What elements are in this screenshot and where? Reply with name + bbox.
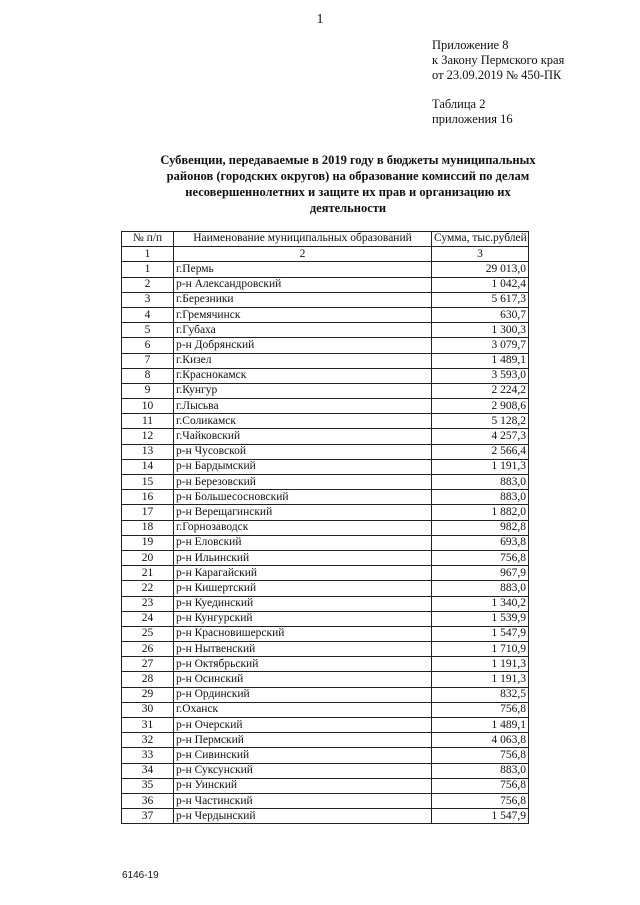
appendix-line-1: Приложение 8 bbox=[432, 38, 509, 52]
subsidy-amount: 1 547,9 bbox=[432, 809, 529, 824]
subsidy-amount: 3 593,0 bbox=[432, 368, 529, 383]
row-number: 24 bbox=[122, 611, 174, 626]
subsidy-amount: 756,8 bbox=[432, 702, 529, 717]
table-ref-line-2: приложения 16 bbox=[432, 112, 513, 126]
subsidy-amount: 1 300,3 bbox=[432, 323, 529, 338]
municipality-name: г.Березники bbox=[174, 292, 432, 307]
municipality-name: р-н Березовский bbox=[174, 475, 432, 490]
table-row bbox=[122, 429, 529, 444]
table-row bbox=[122, 748, 529, 763]
column-index-1: 1 bbox=[122, 247, 174, 262]
municipality-name: р-н Чердынский bbox=[174, 809, 432, 824]
row-number: 33 bbox=[122, 748, 174, 763]
subsidy-table bbox=[121, 231, 529, 824]
municipality-name: р-н Ильинский bbox=[174, 550, 432, 565]
table-row bbox=[122, 262, 529, 277]
table-ref-line-1: Таблица 2 bbox=[432, 97, 486, 111]
row-number: 3 bbox=[122, 292, 174, 307]
table-row bbox=[122, 657, 529, 672]
table-row bbox=[122, 626, 529, 641]
table-row bbox=[122, 550, 529, 565]
row-number: 28 bbox=[122, 672, 174, 687]
document-title: Субвенции, передаваемые в 2019 году в бюджеты муниципальных районов (городских округов) на образование комиссий по делам несовершеннолетних и защите их прав и организацию их деятельности bbox=[160, 153, 536, 215]
municipality-name: р-н Ординский bbox=[174, 687, 432, 702]
subsidy-amount: 1 191,3 bbox=[432, 459, 529, 474]
subsidy-amount: 756,8 bbox=[432, 550, 529, 565]
municipality-name: р-н Нытвенский bbox=[174, 642, 432, 657]
municipality-name: р-н Суксунский bbox=[174, 763, 432, 778]
municipality-name: г.Чайковский bbox=[174, 429, 432, 444]
municipality-name: р-н Куединский bbox=[174, 596, 432, 611]
table-row bbox=[122, 596, 529, 611]
appendix-line-3: от 23.09.2019 № 450-ПК bbox=[432, 68, 562, 82]
subsidy-amount: 29 013,0 bbox=[432, 262, 529, 277]
table-row bbox=[122, 733, 529, 748]
table-row bbox=[122, 793, 529, 808]
municipality-name: р-н Еловский bbox=[174, 535, 432, 550]
subsidy-amount: 693,8 bbox=[432, 535, 529, 550]
table-row bbox=[122, 566, 529, 581]
row-number: 15 bbox=[122, 475, 174, 490]
row-number: 16 bbox=[122, 490, 174, 505]
row-number: 36 bbox=[122, 793, 174, 808]
row-number: 29 bbox=[122, 687, 174, 702]
municipality-name: р-н Чусовской bbox=[174, 444, 432, 459]
municipality-name: р-н Октябрьский bbox=[174, 657, 432, 672]
subsidy-amount: 630,7 bbox=[432, 307, 529, 322]
municipality-name: р-н Карагайский bbox=[174, 566, 432, 581]
table-row bbox=[122, 611, 529, 626]
row-number: 2 bbox=[122, 277, 174, 292]
table-row bbox=[122, 459, 529, 474]
municipality-name: г.Краснокамск bbox=[174, 368, 432, 383]
appendix-line-2: к Закону Пермского края bbox=[432, 53, 565, 67]
table-row bbox=[122, 809, 529, 824]
row-number: 37 bbox=[122, 809, 174, 824]
row-number: 14 bbox=[122, 459, 174, 474]
subsidy-amount: 2 224,2 bbox=[432, 383, 529, 398]
row-number: 13 bbox=[122, 444, 174, 459]
row-number: 30 bbox=[122, 702, 174, 717]
table-row bbox=[122, 368, 529, 383]
table-row bbox=[122, 763, 529, 778]
municipality-name: г.Гремячинск bbox=[174, 307, 432, 322]
municipality-name: р-н Очерский bbox=[174, 718, 432, 733]
municipality-name: г.Соликамск bbox=[174, 414, 432, 429]
header-number: № п/п bbox=[122, 232, 174, 247]
municipality-name: р-н Осинский bbox=[174, 672, 432, 687]
subsidy-amount: 1 191,3 bbox=[432, 672, 529, 687]
municipality-name: г.Кизел bbox=[174, 353, 432, 368]
municipality-name: р-н Бардымский bbox=[174, 459, 432, 474]
municipality-name: р-н Большесосновский bbox=[174, 490, 432, 505]
municipality-name: р-н Верещагинский bbox=[174, 505, 432, 520]
row-number: 6 bbox=[122, 338, 174, 353]
row-number: 27 bbox=[122, 657, 174, 672]
subsidy-amount: 967,9 bbox=[432, 566, 529, 581]
table-row bbox=[122, 307, 529, 322]
subsidy-amount: 1 539,9 bbox=[432, 611, 529, 626]
subsidy-amount: 1 042,4 bbox=[432, 277, 529, 292]
row-number: 17 bbox=[122, 505, 174, 520]
row-number: 34 bbox=[122, 763, 174, 778]
table-row bbox=[122, 292, 529, 307]
subsidy-amount: 1 340,2 bbox=[432, 596, 529, 611]
subsidy-amount: 1 882,0 bbox=[432, 505, 529, 520]
table-row bbox=[122, 702, 529, 717]
subsidy-amount: 982,8 bbox=[432, 520, 529, 535]
subsidy-amount: 2 566,4 bbox=[432, 444, 529, 459]
municipality-name: г.Лысьва bbox=[174, 399, 432, 414]
municipality-name: р-н Уинский bbox=[174, 778, 432, 793]
table-row bbox=[122, 277, 529, 292]
page-number: 1 bbox=[316, 12, 324, 27]
subsidy-amount: 1 710,9 bbox=[432, 642, 529, 657]
subsidy-amount: 5 617,3 bbox=[432, 292, 529, 307]
subsidy-amount: 756,8 bbox=[432, 778, 529, 793]
row-number: 35 bbox=[122, 778, 174, 793]
municipality-name: р-н Кунгурский bbox=[174, 611, 432, 626]
subsidy-amount: 4 257,3 bbox=[432, 429, 529, 444]
subsidy-amount: 883,0 bbox=[432, 490, 529, 505]
table-row bbox=[122, 718, 529, 733]
subsidy-amount: 1 191,3 bbox=[432, 657, 529, 672]
subsidy-amount: 1 489,1 bbox=[432, 718, 529, 733]
table-row bbox=[122, 444, 529, 459]
table-row bbox=[122, 323, 529, 338]
table-body bbox=[122, 262, 529, 824]
row-number: 21 bbox=[122, 566, 174, 581]
row-number: 25 bbox=[122, 626, 174, 641]
subsidy-amount: 2 908,6 bbox=[432, 399, 529, 414]
table-row bbox=[122, 535, 529, 550]
column-index-3: 3 bbox=[432, 247, 529, 262]
document-code: 6146-19 bbox=[122, 870, 159, 881]
table-row bbox=[122, 338, 529, 353]
municipality-name: г.Оханск bbox=[174, 702, 432, 717]
row-number: 26 bbox=[122, 642, 174, 657]
appendix-reference bbox=[432, 38, 564, 83]
row-number: 10 bbox=[122, 399, 174, 414]
municipality-name: г.Кунгур bbox=[174, 383, 432, 398]
subsidy-amount: 1 547,9 bbox=[432, 626, 529, 641]
table-row bbox=[122, 414, 529, 429]
municipality-name: г.Пермь bbox=[174, 262, 432, 277]
subsidy-amount: 832,5 bbox=[432, 687, 529, 702]
table-row bbox=[122, 399, 529, 414]
row-number: 7 bbox=[122, 353, 174, 368]
table-row bbox=[122, 353, 529, 368]
table-row bbox=[122, 383, 529, 398]
table-row bbox=[122, 672, 529, 687]
row-number: 12 bbox=[122, 429, 174, 444]
row-number: 1 bbox=[122, 262, 174, 277]
row-number: 32 bbox=[122, 733, 174, 748]
subsidy-amount: 883,0 bbox=[432, 763, 529, 778]
row-number: 4 bbox=[122, 307, 174, 322]
row-number: 8 bbox=[122, 368, 174, 383]
row-number: 20 bbox=[122, 550, 174, 565]
row-number: 11 bbox=[122, 414, 174, 429]
subsidy-amount: 3 079,7 bbox=[432, 338, 529, 353]
municipality-name: р-н Частинский bbox=[174, 793, 432, 808]
row-number: 5 bbox=[122, 323, 174, 338]
subsidy-amount: 1 489,1 bbox=[432, 353, 529, 368]
municipality-name: р-н Александровский bbox=[174, 277, 432, 292]
table-row bbox=[122, 520, 529, 535]
header-name: Наименование муниципальных образований bbox=[174, 232, 432, 247]
subsidy-amount: 883,0 bbox=[432, 475, 529, 490]
subsidy-amount: 756,8 bbox=[432, 748, 529, 763]
table-row bbox=[122, 475, 529, 490]
table-row bbox=[122, 490, 529, 505]
table-reference bbox=[432, 97, 513, 127]
municipality-name: р-н Красновишерский bbox=[174, 626, 432, 641]
row-number: 22 bbox=[122, 581, 174, 596]
municipality-name: р-н Добрянский bbox=[174, 338, 432, 353]
table-header-row bbox=[122, 232, 529, 247]
municipality-name: г.Горнозаводск bbox=[174, 520, 432, 535]
row-number: 23 bbox=[122, 596, 174, 611]
subsidy-amount: 5 128,2 bbox=[432, 414, 529, 429]
municipality-name: р-н Сивинский bbox=[174, 748, 432, 763]
header-sum: Сумма, тыс.рублей bbox=[432, 232, 529, 247]
row-number: 18 bbox=[122, 520, 174, 535]
row-number: 31 bbox=[122, 718, 174, 733]
table-row bbox=[122, 505, 529, 520]
municipality-name: р-н Пермский bbox=[174, 733, 432, 748]
subsidy-amount: 756,8 bbox=[432, 793, 529, 808]
table-row bbox=[122, 687, 529, 702]
municipality-name: р-н Кишертский bbox=[174, 581, 432, 596]
municipality-name: г.Губаха bbox=[174, 323, 432, 338]
subsidy-amount: 4 063,8 bbox=[432, 733, 529, 748]
row-number: 9 bbox=[122, 383, 174, 398]
table-row bbox=[122, 778, 529, 793]
row-number: 19 bbox=[122, 535, 174, 550]
table-row bbox=[122, 581, 529, 596]
column-index-row bbox=[122, 247, 529, 262]
subsidy-amount: 883,0 bbox=[432, 581, 529, 596]
table-row bbox=[122, 642, 529, 657]
column-index-2: 2 bbox=[174, 247, 432, 262]
